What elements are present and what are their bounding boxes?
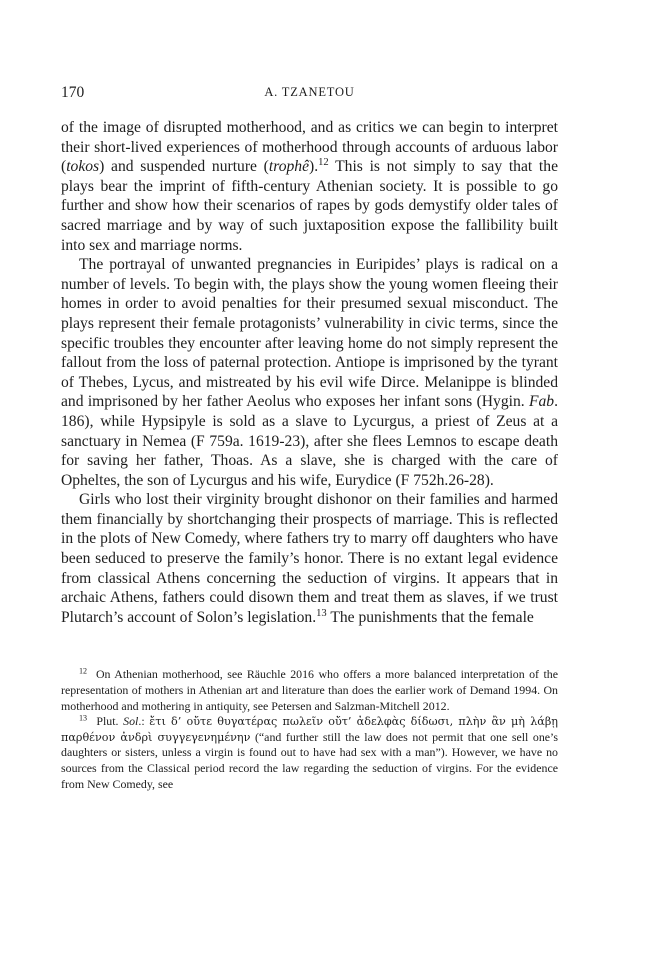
main-text — [61, 118, 558, 627]
term-tokos: tokos — [66, 158, 100, 176]
footnote-13: $^{13}$ Plut. Sol.: ἔτι δ’ οὔτε θυγατέρας πωλεῖν οὔτ’ ἀδελφὰς δίδωσι, πλὴν ἂν μὴ λάβῃ παρθένον ἀνδρὶ συγγεγενημένην (“and further still the law does not permit that one sell one’s daughters or sisters, unless a virgin is found out to have had sex with a man”). However, we have no sources from the Classical period record the law regarding the seduction of virgins. For the evidence from New Comedy, see — [61, 713, 558, 791]
footnotes — [61, 667, 558, 792]
term-trophe: trophê — [268, 158, 310, 176]
paragraph-3: Girls who lost their virginity brought dishonor on their families and harmed them financially by shortchanging their prospects of marriage. This is reflected in the plots of New Comedy, where fathers try to marry off daughters who have been seduced to preserve the family’s honor. There is no extant legal evidence from classical Athens concerning the seduction of virgins. It appears that in archaic Athens, fathers could disown them and treat them as slaves, if we trust Plutarch’s account of Solon’s legislation.$^{13}$ The punishments that the female — [61, 491, 558, 626]
footnote-12: $^{12}$ On Athenian motherhood, see Räuchle 2016 who offers a more balanced interpretation of the representation of mothers in Athenian art and literature than does the earlier work of Demand 1994. On motherhood and mothering in antiquity, see Petersen and Salzman-Mitchell 2012. — [61, 667, 558, 713]
page-number: 170 — [61, 84, 85, 101]
paragraph-2: The portrayal of unwanted pregnancies in Euripides’ plays is radical on a number of levels. To begin with, the plays show the young women fleeing their homes in order to avoid penalties for their presumed sexual misconduct. The plays represent their female protagonists’ vulnerability in civic terms, since the specific troubles they encounter after leaving home do not simply represent the fallout from the loss of paternal protection. Antiope is imprisoned by the tyrant of Thebes, Lycus, and mistreated by his evil wife Dirce. Melanippe is blinded and imprisoned by her father Aeolus who exposes her infant sons (Hygin. Fab. 186), while Hypsipyle is sold as a slave to Lycurgus, a priest of Zeus at a sanctuary in Nemea (F 759a. 1619-23), after she flees Lemnos to escape death for saving her father, Thoas. As a slave, she is charged with the care of Opheltes, the son of Lycurgus and his wife, Eurydice (F 752h.26-28). — [61, 256, 558, 489]
title-fab: Fab — [528, 393, 555, 411]
footnote-ref-12[interactable]: 12 — [318, 157, 329, 169]
greek-quotation: ἔτι δ’ οὔτε θυγατέρας πωλεῖν οὔτ’ ἀδελφὰς δίδωσι, πλὴν ἂν μὴ λάβῃ παρθένον ἀνδρὶ συγγεγενημένην — [61, 715, 558, 744]
running-header — [61, 84, 558, 106]
footnote-number: 12 — [79, 667, 88, 676]
paragraph-1: of the image of disrupted motherhood, and as critics we can begin to interpret their short-lived experiences of motherhood through accounts of arduous labor (tokos) and suspended nurture (trophê).$^{12}$ This is not simply to say that the plays bear the imprint of fifth-century Athenian society. It is possible to go further and show how their scenarios of rapes by gods demystify older tales of sacred marriage and by way of such juxtaposition expose the fallibility built into sex and marriage norms. — [61, 119, 558, 254]
footnote-ref-13[interactable]: 13 — [316, 608, 327, 620]
running-head-author: A. TZANETOU — [264, 85, 355, 99]
footnote-number: 13 — [79, 713, 88, 723]
title-sol: Sol — [123, 714, 139, 729]
book-page — [61, 84, 558, 792]
